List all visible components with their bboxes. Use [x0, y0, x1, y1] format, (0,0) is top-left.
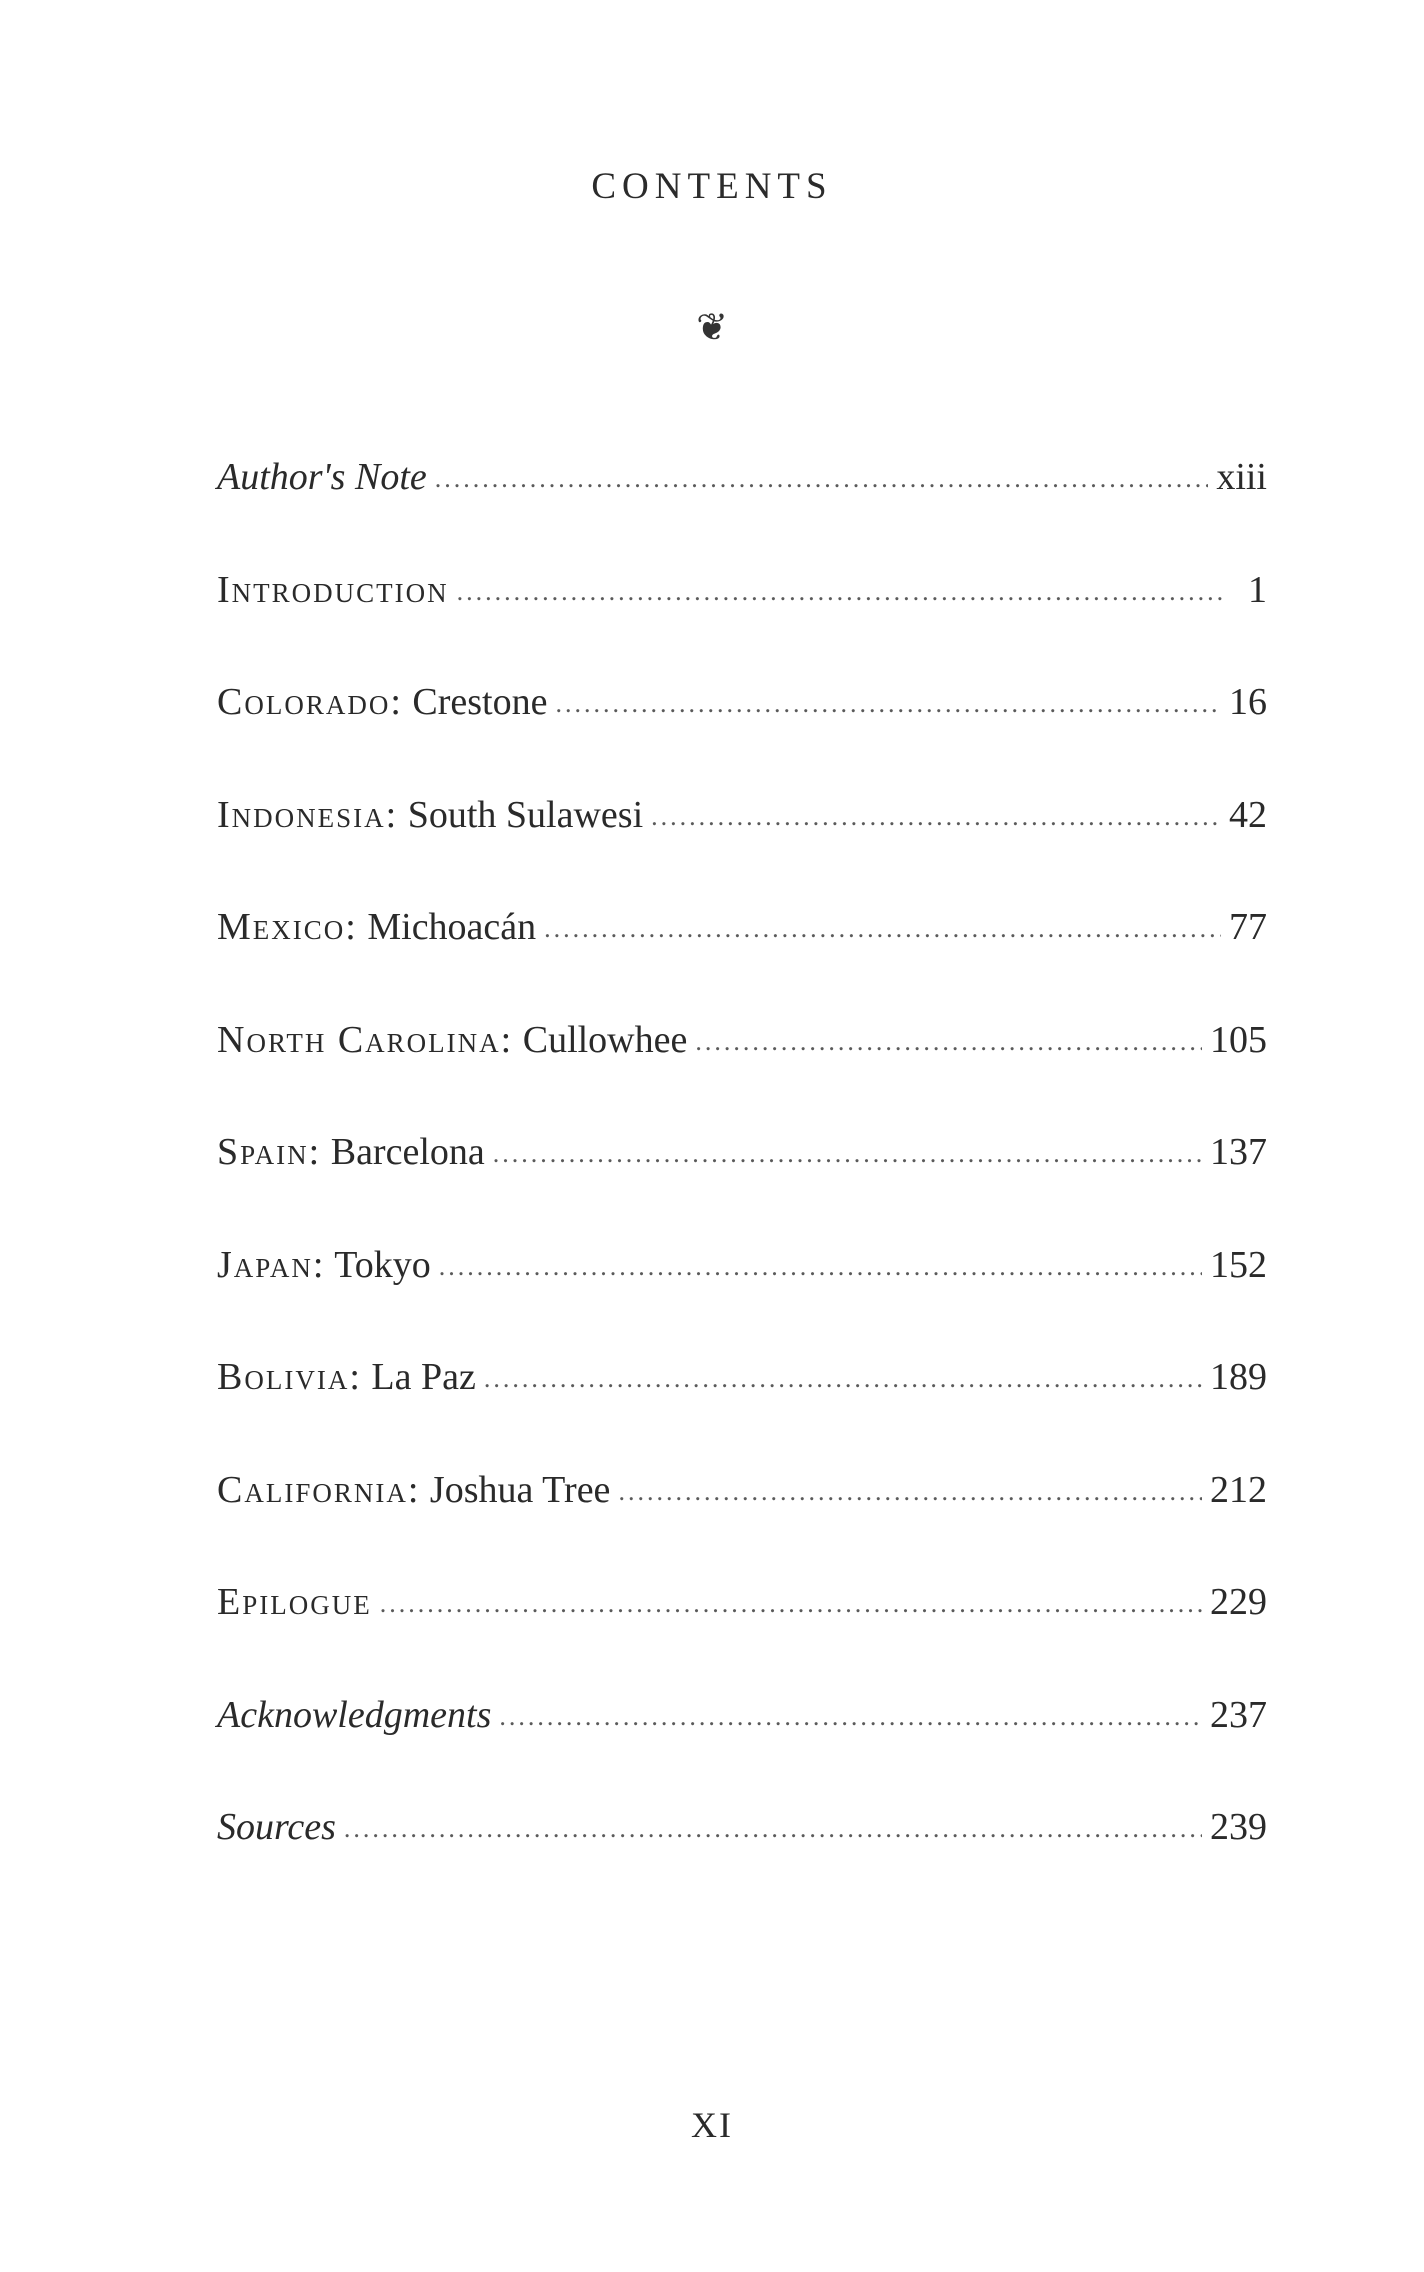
toc-entry[interactable] — [217, 1355, 1267, 1468]
page-title: CONTENTS — [591, 166, 833, 207]
dot-leader — [651, 802, 1221, 832]
toc-entry-page: 212 — [1210, 1468, 1267, 1511]
toc-entry-title — [217, 1805, 336, 1849]
dot-leader — [439, 1252, 1202, 1282]
toc-entry-label: Introduction — [217, 568, 449, 611]
toc-entry-subtitle: Tokyo — [334, 1243, 431, 1286]
toc-entry[interactable] — [217, 680, 1267, 793]
dot-leader — [457, 577, 1223, 607]
toc-entry-label: Spain: — [217, 1131, 322, 1173]
ornament-icon: ❦ — [696, 307, 728, 349]
dot-leader — [484, 1364, 1202, 1394]
toc-entry[interactable] — [217, 568, 1267, 681]
dot-leader — [695, 1027, 1202, 1057]
toc-entry-page: 77 — [1229, 906, 1267, 948]
dot-leader — [380, 1589, 1202, 1619]
toc-entry[interactable] — [217, 1805, 1267, 1918]
toc-entry-label: North Carolina: — [217, 1018, 514, 1061]
toc-entry-page: xiii — [1216, 456, 1267, 498]
toc-entry-page: 16 — [1229, 681, 1267, 723]
toc-entry-title — [217, 1243, 431, 1287]
toc-entry-page: 237 — [1210, 1693, 1267, 1736]
toc-entry-title — [217, 1355, 476, 1399]
dot-leader — [493, 1139, 1202, 1169]
toc-entry-subtitle: Cullowhee — [522, 1018, 688, 1061]
toc-entry-label: Bolivia: — [217, 1356, 362, 1398]
table-of-contents — [217, 455, 1267, 1918]
toc-entry-label: Mexico: — [217, 906, 358, 948]
toc-entry-subtitle: La Paz — [371, 1356, 476, 1398]
toc-entry-subtitle: Joshua Tree — [429, 1468, 611, 1511]
toc-entry[interactable] — [217, 1468, 1267, 1581]
toc-entry-page: 239 — [1210, 1806, 1267, 1848]
dot-leader — [544, 914, 1221, 944]
dot-leader — [344, 1814, 1202, 1844]
toc-entry-page: 105 — [1210, 1018, 1267, 1061]
toc-entry-title — [217, 793, 643, 837]
page-number: XI — [691, 2105, 733, 2145]
toc-entry-label: California: — [217, 1468, 421, 1511]
toc-entry-title — [217, 1018, 687, 1062]
toc-entry-page: 189 — [1210, 1356, 1267, 1398]
toc-entry-subtitle: Author's Note — [217, 456, 427, 498]
toc-entry-subtitle: South Sulawesi — [407, 793, 644, 836]
toc-entry-title — [217, 905, 536, 949]
toc-entry-subtitle: Crestone — [412, 681, 548, 723]
toc-entry-page: 1 — [1248, 568, 1267, 611]
toc-entry-title — [217, 1580, 372, 1624]
toc-entry-page: 42 — [1229, 793, 1267, 836]
dot-leader — [555, 689, 1221, 719]
toc-entry[interactable] — [217, 455, 1267, 568]
toc-entry[interactable] — [217, 1243, 1267, 1356]
toc-entry[interactable] — [217, 905, 1267, 1018]
toc-entry-page: 152 — [1210, 1243, 1267, 1286]
toc-entry-subtitle: Barcelona — [330, 1131, 485, 1173]
toc-entry-title — [217, 568, 449, 612]
dot-leader — [618, 1477, 1202, 1507]
toc-entry-label: Epilogue — [217, 1581, 372, 1623]
toc-entry-page: 137 — [1210, 1131, 1267, 1173]
toc-entry-title — [217, 1468, 610, 1512]
toc-entry-label: Japan: — [217, 1243, 326, 1286]
toc-entry[interactable] — [217, 1018, 1267, 1131]
toc-entry[interactable] — [217, 793, 1267, 906]
toc-entry-label: Indonesia: — [217, 793, 399, 836]
toc-entry-title — [217, 455, 427, 499]
toc-entry-subtitle: Michoacán — [367, 906, 537, 948]
toc-entry-title — [217, 1693, 491, 1737]
toc-entry[interactable] — [217, 1693, 1267, 1806]
toc-entry-page: 229 — [1210, 1581, 1267, 1623]
toc-entry-subtitle: Acknowledgments — [217, 1693, 492, 1736]
dot-leader — [499, 1702, 1202, 1732]
toc-entry-title — [217, 1130, 485, 1174]
toc-entry[interactable] — [217, 1130, 1267, 1243]
toc-entry-title — [217, 680, 547, 724]
toc-entry-subtitle: Sources — [217, 1806, 336, 1848]
toc-entry-label: Colorado: — [217, 681, 403, 723]
dot-leader — [435, 464, 1209, 494]
toc-entry[interactable] — [217, 1580, 1267, 1693]
